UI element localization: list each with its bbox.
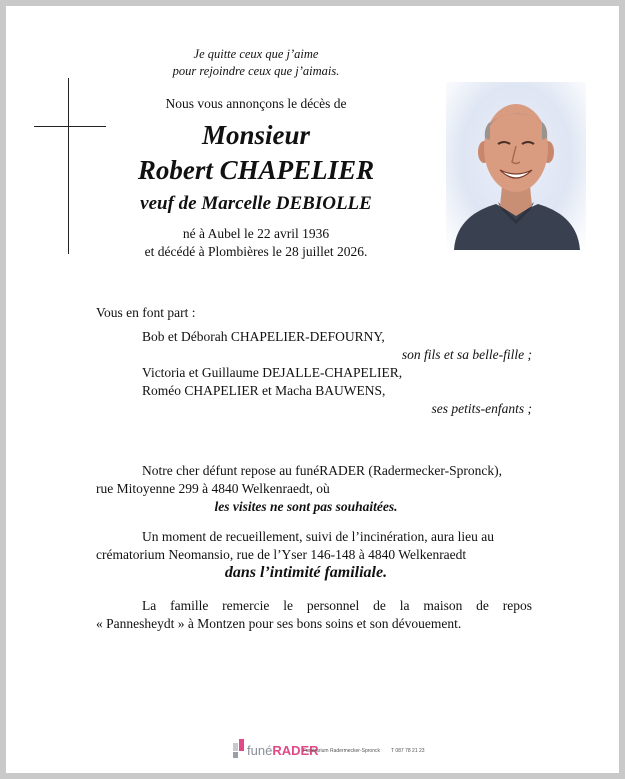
obituary-page [6, 6, 619, 773]
cross-horizontal-bar [34, 126, 106, 127]
logo-block-icon [239, 739, 244, 751]
rest-line-1: Notre cher défunt repose au funéRADER (Radermecker-Spronck), [142, 463, 502, 478]
birth-death-dates [96, 225, 416, 261]
family-son-role: son fils et sa belle-fille ; [401, 347, 532, 362]
portrait-photo [446, 82, 586, 250]
funeral-home-company: Funérarium Radermecker-Spronck [303, 748, 380, 754]
announcement: Nous vous annonçons le décès de [165, 96, 347, 111]
poem-line-1: Je quitte ceux que j’aime [193, 47, 319, 61]
thanks-line-1: La famille remercie le personnel de la maison de repos [142, 598, 532, 613]
thanks-line-2: « Pannesheydt » à Montzen pour ses bons soins et son dévouement. [96, 616, 462, 631]
rest-visits-note: les visites ne sont pas souhaitées. [214, 499, 398, 514]
ceremony-line-1: Un moment de recueillement, suivi de l’incinération, aura lieu au [142, 529, 495, 544]
death-line: et décédé à Plombières le 28 juillet 2026. [144, 244, 368, 259]
ceremony-private-note: dans l’intimité familiale. [224, 564, 388, 581]
family-grandchild-1: Victoria et Guillaume DEJALLE-CHAPELIER, [142, 365, 403, 380]
logo-block-icon [233, 743, 238, 751]
logo-name: RADER [272, 743, 319, 758]
funeral-home-footer [231, 739, 451, 763]
logo-prefix: funé [247, 743, 273, 758]
cross-vertical-bar [68, 78, 69, 254]
logo-block-icon [233, 752, 238, 758]
birth-line: né à Aubel le 22 avril 1936 [182, 226, 330, 241]
family-intro: Vous en font part : [96, 305, 196, 320]
poem-line-2: pour rejoindre ceux que j’aimais. [172, 64, 340, 78]
family-grandchildren-role: ses petits-enfants ; [431, 401, 532, 416]
family-grandchild-2: Roméo CHAPELIER et Macha BAUWENS, [142, 383, 386, 398]
family-son-names: Bob et Déborah CHAPELIER-DEFOURNY, [142, 329, 385, 344]
deceased-name: Robert CHAPELIER [137, 155, 375, 185]
ceremony-line-2: crématorium Neomansio, rue de l’Yser 146-148 à 4840 Welkenraedt [96, 547, 467, 562]
rest-line-2: rue Mitoyenne 299 à 4840 Welkenraedt, où [96, 481, 330, 496]
deceased-title: Monsieur [201, 120, 311, 150]
funeral-home-phone: T 087 78 21 23 [391, 748, 425, 754]
poem [116, 46, 396, 80]
widower-of: veuf de Marcelle DEBIOLLE [140, 193, 372, 214]
